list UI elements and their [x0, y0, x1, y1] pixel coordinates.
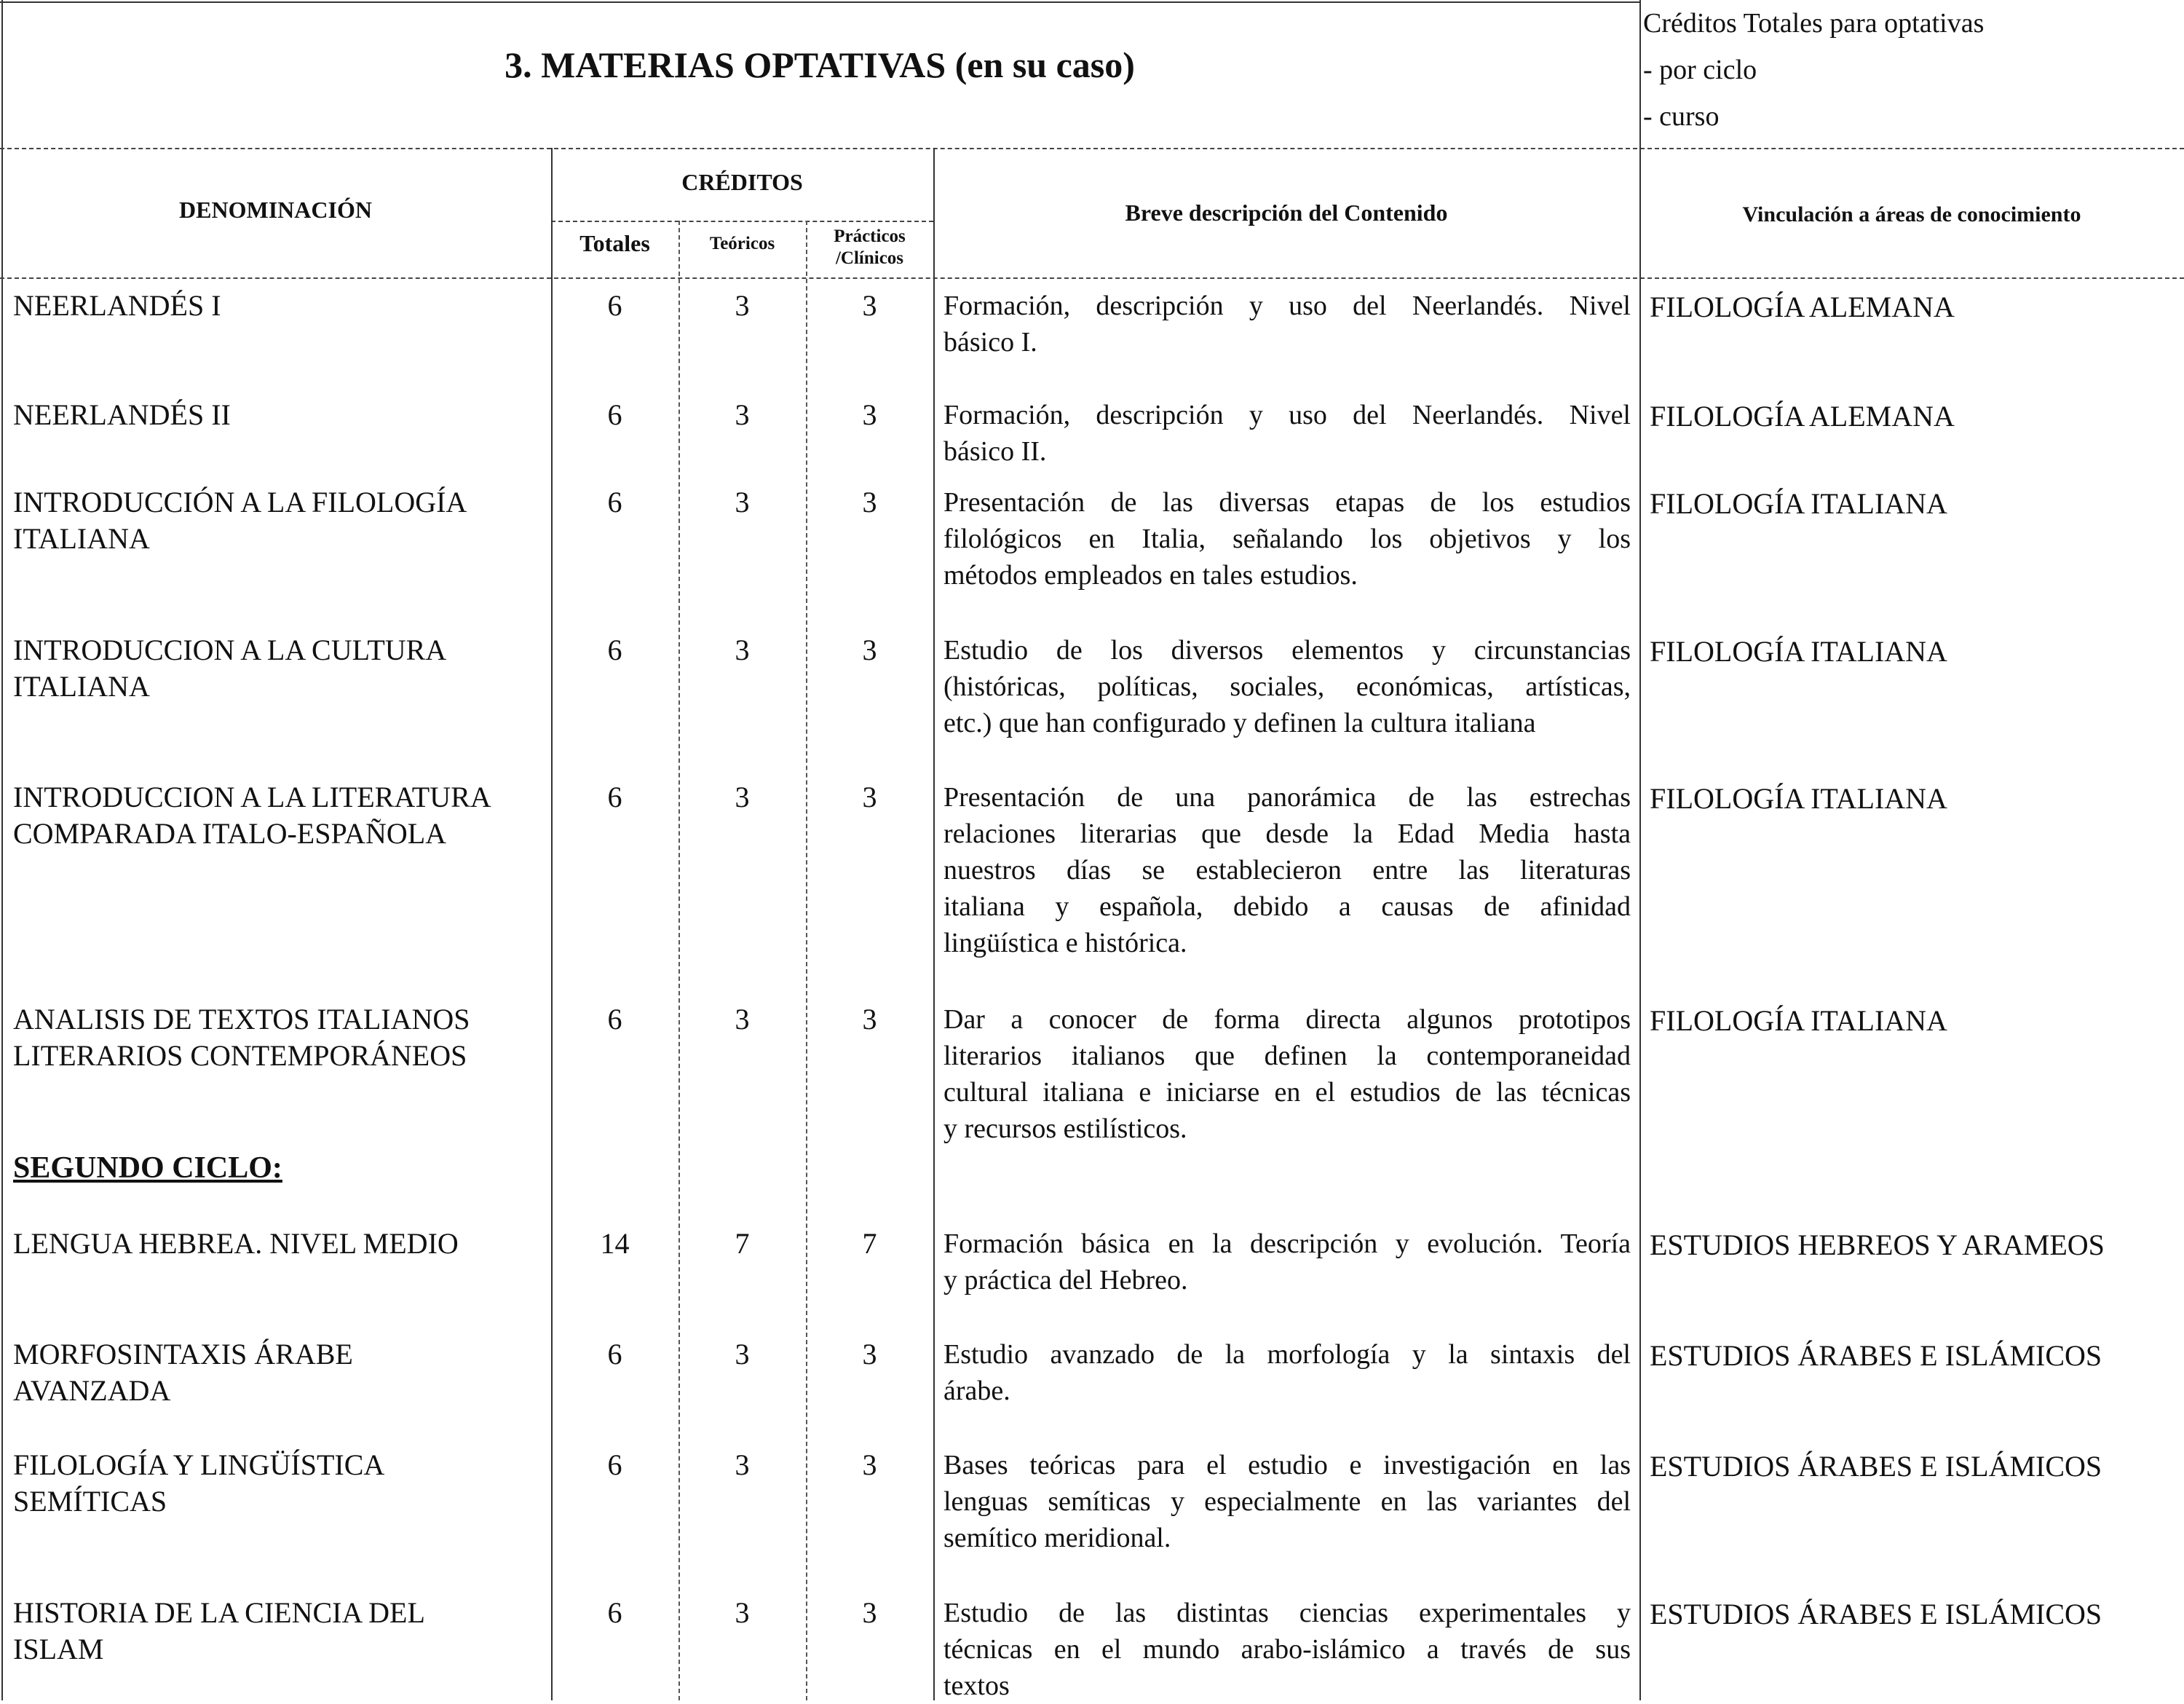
header-descripcion: Breve descripción del Contenido [1125, 200, 1448, 226]
description-line: básico II. [943, 436, 1047, 467]
content-description [943, 1595, 1631, 1704]
content-description [943, 484, 1631, 593]
credits-total: 6 [607, 634, 622, 666]
content-description [943, 1447, 1631, 1556]
credits-theory: 3 [735, 398, 750, 431]
totals-per-course: - curso [1643, 101, 1720, 132]
description-line: (históricas, políticas, sociales, económicas, artísticas, [943, 671, 1631, 702]
description-line: Presentación de una panorámica de las estrechas [943, 782, 1631, 813]
credits-practice: 3 [862, 398, 877, 431]
description-line: Bases teóricas para el estudio e investigación en las [943, 1450, 1631, 1480]
subject-name [13, 397, 548, 433]
credits-practice: 3 [862, 781, 877, 813]
subject-name-line: FILOLOGÍA Y LINGÜÍSTICA [13, 1448, 385, 1481]
totals-box [1642, 0, 2184, 140]
credits-total: 6 [607, 781, 622, 813]
subject-name-line: NEERLANDÉS II [13, 398, 231, 431]
subject-name-line: INTRODUCCION A LA CULTURA [13, 634, 447, 666]
credits-practice: 7 [862, 1227, 877, 1260]
description-line: Estudio de las distintas ciencias experimentales y [943, 1598, 1631, 1628]
knowledge-area: FILOLOGÍA ITALIANA [1650, 782, 1947, 815]
description-line: y práctica del Hebreo. [943, 1265, 1188, 1295]
description-line: Estudio de los diversos elementos y circunstancias [943, 635, 1631, 666]
subject-name-line: MORFOSINTAXIS ÁRABE [13, 1338, 353, 1370]
credits-theory: 3 [735, 289, 750, 322]
description-line: semítico meridional. [943, 1523, 1171, 1553]
credits-total: 6 [607, 1596, 622, 1629]
header-practicos-line1: Prácticos [834, 226, 906, 246]
header-teoricos: Teóricos [709, 234, 775, 253]
knowledge-area: FILOLOGÍA ALEMANA [1650, 291, 1955, 323]
subject-name-line: LITERARIOS CONTEMPORÁNEOS [13, 1039, 467, 1072]
subject-name-line: INTRODUCCIÓN A LA FILOLOGÍA [13, 486, 467, 518]
description-line: lenguas semíticas y especialmente en las variantes del [943, 1486, 1631, 1517]
subject-name-line: AVANZADA [13, 1374, 171, 1407]
knowledge-area: ESTUDIOS ÁRABES E ISLÁMICOS [1650, 1339, 2102, 1372]
header-practicos [806, 226, 933, 269]
credits-theory: 3 [735, 1596, 750, 1629]
content-description [943, 779, 1631, 961]
description-line: Dar a conocer de forma directa algunos prototipos [943, 1004, 1631, 1035]
credits-theory: 3 [735, 1448, 750, 1481]
subject-name [13, 288, 548, 324]
subject-name [13, 632, 548, 705]
credits-total: 14 [600, 1227, 630, 1260]
description-line: Formación, descripción y uso del Neerlandés. Nivel [943, 291, 1631, 321]
knowledge-area: FILOLOGÍA ITALIANA [1650, 487, 1947, 520]
subject-name [13, 1595, 548, 1668]
content-description [943, 1336, 1631, 1409]
header-vinculacion: Vinculación a áreas de conocimiento [1742, 202, 2081, 226]
knowledge-area: ESTUDIOS HEBREOS Y ARAMEOS [1650, 1228, 2105, 1261]
description-line: filológicos en Italia, señalando los objetivos y los [943, 524, 1631, 554]
credits-practice: 3 [862, 289, 877, 322]
subject-name-line: LENGUA HEBREA. NIVEL MEDIO [13, 1227, 459, 1260]
knowledge-area: ESTUDIOS ÁRABES E ISLÁMICOS [1650, 1450, 2102, 1483]
content-description [943, 1001, 1631, 1147]
credits-total: 6 [607, 486, 622, 518]
knowledge-area: FILOLOGÍA ALEMANA [1650, 400, 1955, 433]
totals-heading: Créditos Totales para optativas [1643, 8, 1985, 39]
header-bottom-line [0, 277, 2184, 279]
description-line: italiana y española, debido a causas de afinidad [943, 891, 1631, 922]
credits-theory: 3 [735, 1003, 750, 1036]
description-line: cultural italiana e iniciarse en el estudios de las técnicas [943, 1077, 1631, 1108]
credits-total: 6 [607, 1448, 622, 1481]
description-line: nuestros días se establecieron entre las literaturas [943, 855, 1631, 885]
credits-total: 6 [607, 289, 622, 322]
subject-name-line: ITALIANA [13, 670, 150, 703]
description-line: Presentación de las diversas etapas de los estudios [943, 487, 1631, 518]
credits-practice: 3 [862, 1596, 877, 1629]
subject-name-line: SEMÍTICAS [13, 1485, 167, 1518]
description-line: Estudio avanzado de la morfología y la sintaxis del [943, 1339, 1631, 1370]
totals-per-cycle: - por ciclo [1643, 55, 1757, 85]
subject-name [13, 1447, 548, 1520]
subject-name-line: ANALISIS DE TEXTOS ITALIANOS [13, 1003, 470, 1036]
content-description [943, 1226, 1631, 1298]
description-line: etc.) que han configurado y definen la cultura italiana [943, 708, 1536, 738]
header-practicos-line2: /Clínicos [835, 248, 904, 268]
left-border [1, 0, 3, 1700]
header-denominacion: DENOMINACIÓN [179, 197, 372, 223]
subject-name [13, 484, 548, 557]
subject-name-line: ITALIANA [13, 522, 150, 555]
description-line: Formación, descripción y uso del Neerlandés. Nivel [943, 400, 1631, 430]
subject-name-line: ISLAM [13, 1633, 104, 1665]
credits-practice: 3 [862, 1448, 877, 1481]
section-label-segundo-ciclo: SEGUNDO CICLO: [13, 1151, 282, 1185]
knowledge-area: FILOLOGÍA ITALIANA [1650, 635, 1947, 668]
subject-name-line: INTRODUCCION A LA LITERATURA [13, 781, 491, 813]
title-bottom-line [0, 148, 2184, 149]
credits-theory: 7 [735, 1227, 750, 1260]
credits-total: 6 [607, 1338, 622, 1370]
description-line: y recursos estilísticos. [943, 1113, 1187, 1144]
credits-practice: 3 [862, 1338, 877, 1370]
description-line: literarios italianos que definen la contemporaneidad [943, 1041, 1631, 1071]
col-line-descripcion [933, 148, 935, 1700]
header-creditos: CRÉDITOS [681, 169, 803, 195]
creditos-sub-line [551, 221, 933, 222]
credits-theory: 3 [735, 1338, 750, 1370]
description-line: relaciones literarias que desde la Edad Media hasta [943, 819, 1631, 849]
description-line: métodos empleados en tales estudios. [943, 560, 1358, 591]
subject-name-line: NEERLANDÉS I [13, 289, 221, 322]
header-totales: Totales [579, 230, 650, 256]
subject-name [13, 1226, 548, 1262]
col-line-vinculacion [1639, 277, 1641, 1700]
description-line: textos [943, 1671, 1010, 1701]
subject-name [13, 1336, 548, 1409]
credits-theory: 3 [735, 634, 750, 666]
credits-practice: 3 [862, 486, 877, 518]
knowledge-area: FILOLOGÍA ITALIANA [1650, 1004, 1947, 1037]
knowledge-area: ESTUDIOS ÁRABES E ISLÁMICOS [1650, 1598, 2102, 1630]
subject-name-line: COMPARADA ITALO-ESPAÑOLA [13, 817, 447, 850]
credits-total: 6 [607, 1003, 622, 1036]
credits-practice: 3 [862, 1003, 877, 1036]
credits-theory: 3 [735, 781, 750, 813]
credits-total: 6 [607, 398, 622, 431]
content-description [943, 397, 1631, 470]
content-description [943, 288, 1631, 360]
credits-practice: 3 [862, 634, 877, 666]
content-description [943, 632, 1631, 741]
subject-name [13, 1001, 548, 1074]
description-line: técnicas en el mundo arabo-islámico a través de sus [943, 1634, 1631, 1665]
description-line: lingüística e histórica. [943, 928, 1187, 958]
description-line: Formación básica en la descripción y evolución. Teoría [943, 1228, 1631, 1259]
subject-name-line: HISTORIA DE LA CIENCIA DEL [13, 1596, 425, 1629]
subject-name [13, 779, 548, 852]
credits-theory: 3 [735, 486, 750, 518]
page-title: 3. MATERIAS OPTATIVAS (en su caso) [505, 44, 1135, 85]
description-line: árabe. [943, 1376, 1010, 1406]
totals-divider [1639, 0, 1641, 277]
description-line: básico I. [943, 327, 1037, 358]
top-border [0, 1, 1639, 3]
